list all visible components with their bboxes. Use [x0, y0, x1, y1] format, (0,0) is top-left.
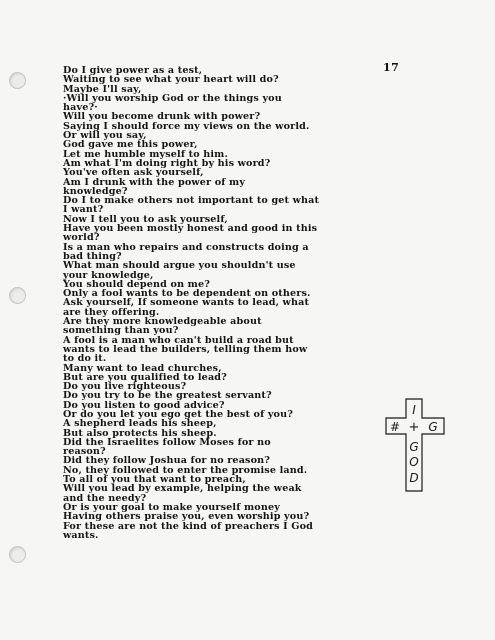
- cross-letter-g: G: [409, 440, 419, 454]
- cross-letter-right: G: [428, 420, 438, 434]
- text-line: Do I to make others not important to get what: [63, 195, 320, 207]
- text-line: world?: [63, 232, 100, 244]
- text-line: A shepherd leads his sheep,: [63, 418, 217, 430]
- text-line: Or is your goal to make yourself money: [63, 501, 280, 513]
- text-line: Do you try to be the greatest servant?: [63, 390, 272, 402]
- text-line: and the needy?: [63, 492, 147, 504]
- text-line: No, they followed to enter the promise land.: [63, 464, 308, 476]
- text-line: wants.: [63, 529, 99, 541]
- text-line: For these are not the kind of preachers I God: [63, 520, 314, 532]
- text-line: Do you live righteous?: [63, 381, 187, 393]
- text-line: Waiting to see what your heart will do?: [63, 74, 279, 86]
- text-line: Only a fool wants to be dependent on others.: [63, 288, 311, 300]
- text-line: Having others praise you, even worship you?: [63, 511, 310, 523]
- text-line: Have you been mostly honest and good in this: [63, 223, 318, 235]
- text-line: ·Will you worship God or the things you: [63, 92, 282, 104]
- text-line: God gave me this power,: [63, 139, 198, 151]
- page-number: 17: [383, 61, 400, 74]
- text-line: Many want to lead churches,: [63, 362, 222, 374]
- text-line: are they offering.: [63, 306, 160, 318]
- text-line: wants to lead the builders, telling them how: [63, 343, 308, 355]
- text-line: Let me humble myself to him.: [63, 148, 228, 160]
- text-line: You've often ask yourself,: [63, 167, 204, 179]
- text-line: Do you listen to good advice?: [63, 399, 225, 411]
- binder-hole-top: [9, 72, 26, 89]
- text-line: Am I drunk with the power of my: [63, 176, 246, 188]
- text-line: I want?: [63, 204, 104, 216]
- text-line: Will you become drunk with power?: [63, 111, 261, 123]
- text-line: Or do you let you ego get the best of you?: [63, 408, 294, 420]
- text-line: Saying I should force my views on the world.: [63, 120, 310, 132]
- text-line: to do it.: [63, 353, 107, 365]
- text-line: But are you qualified to lead?: [63, 371, 227, 383]
- text-line: knowledge?: [63, 185, 128, 197]
- cross-letter-top: I: [412, 403, 416, 417]
- cross-drawing: [383, 396, 447, 494]
- text-line: Do I give power as a test,: [63, 65, 203, 76]
- text-line: something than you?: [63, 325, 179, 337]
- text-line: your knowledge,: [63, 269, 154, 281]
- cross-letter-d: D: [409, 471, 419, 485]
- text-line: What man should argue you shouldn't use: [63, 260, 296, 272]
- text-line: Ask yourself, If someone wants to lead, what: [63, 297, 310, 309]
- text-line: Did they follow Joshua for no reason?: [63, 455, 271, 467]
- text-line: reason?: [63, 446, 106, 458]
- text-line: Will you lead by example, helping the weak: [63, 483, 302, 495]
- text-line: You should depend on me?: [63, 278, 211, 290]
- body-text: [63, 66, 423, 540]
- text-line: But also protects his sheep.: [63, 427, 217, 439]
- text-line: bad thing?: [63, 250, 122, 262]
- text-line: Are they more knowledgeable about: [63, 316, 262, 328]
- text-line: Or will you say,: [63, 130, 147, 142]
- cross-letter-o: O: [409, 455, 419, 469]
- cross-svg: [383, 396, 447, 494]
- text-line: Now I tell you to ask yourself,: [63, 213, 228, 225]
- text-line: A fool is a man who can't build a road but: [63, 334, 294, 346]
- cross-letter-center: +: [408, 420, 420, 435]
- text-line: Maybe I'll say,: [63, 83, 142, 95]
- text-line: have?·: [63, 102, 98, 114]
- text-line: Is a man who repairs and constructs doing a: [63, 241, 309, 253]
- text-line: Am what I'm doing right by his word?: [63, 157, 271, 169]
- text-line: To all of you that want to preach,: [63, 474, 246, 486]
- cross-letter-left: #: [389, 420, 401, 434]
- binder-hole-middle: [9, 287, 26, 304]
- text-line: Did the Israelites follow Moses for no: [63, 436, 271, 448]
- binder-hole-bottom: [9, 546, 26, 563]
